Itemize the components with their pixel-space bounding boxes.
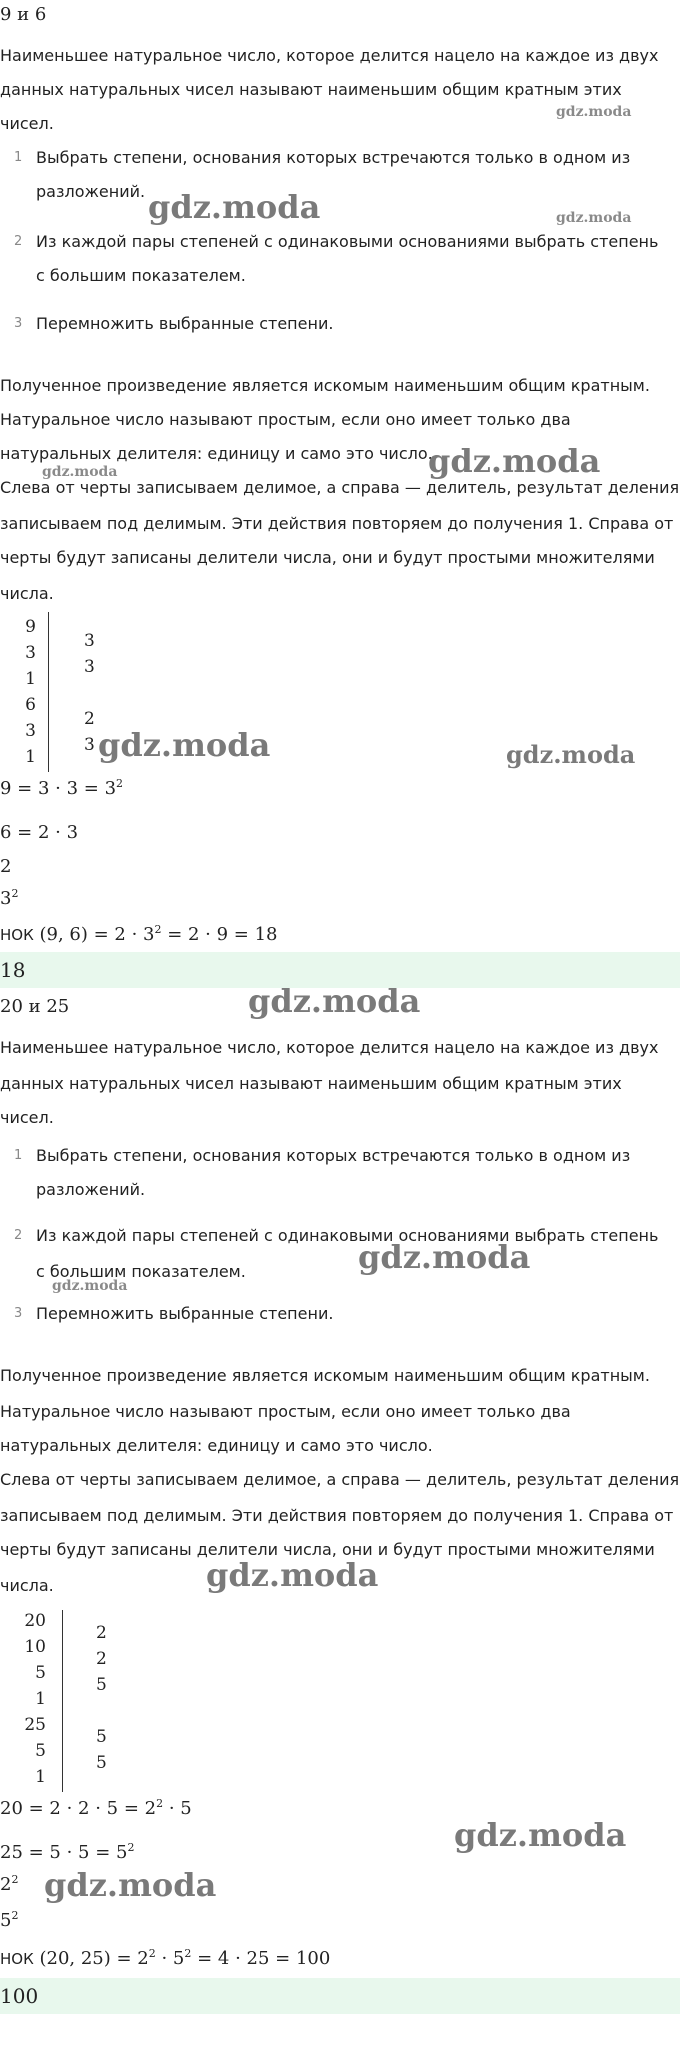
- paragraph: записываем под делимым. Эти действия повторяем до получения 1. Справа от: [0, 1506, 674, 1525]
- watermark: gdz.moda: [248, 982, 421, 1020]
- formula-text: 20 = 2 · 2 · 5 = 2: [0, 1798, 157, 1819]
- table-dividend: 5: [35, 1663, 46, 1683]
- lcm-label: НОК: [0, 1950, 34, 1968]
- exponent: 2: [127, 1841, 135, 1854]
- formula-text: 3: [0, 888, 12, 909]
- formula-text: (20, 25) = 2: [39, 1948, 149, 1969]
- answer-box: [0, 1978, 680, 2014]
- step-number: 2: [14, 1228, 23, 1243]
- formula-text: 5: [0, 1910, 12, 1931]
- step-number: 3: [14, 316, 23, 331]
- table-divisor: 5: [96, 1753, 107, 1773]
- definition-line: данных натуральных чисел называют наименьшим общим кратным этих: [0, 80, 622, 99]
- definition-line: чисел.: [0, 114, 54, 133]
- step-text: с большим показателем.: [36, 266, 246, 285]
- paragraph: числа.: [0, 1576, 54, 1595]
- definition-line: данных натуральных чисел называют наименьшим общим кратным этих: [0, 1074, 622, 1093]
- paragraph: числа.: [0, 584, 54, 603]
- formula-text: = 2 · 9 = 18: [161, 924, 278, 945]
- formula-line: 6 = 2 · 3: [0, 822, 79, 843]
- table-divisor: 3: [84, 631, 95, 651]
- section-header: 9 и 6: [0, 4, 47, 25]
- definition-line: Наименьшее натуральное число, которое делится нацело на каждое из двух: [0, 1038, 659, 1057]
- watermark: gdz.moda: [454, 1816, 627, 1854]
- watermark: gdz.moda: [148, 188, 321, 226]
- definition-line: Наименьшее натуральное число, которое делится нацело на каждое из двух: [0, 46, 659, 65]
- exponent: 2: [148, 1947, 156, 1960]
- paragraph: записываем под делимым. Эти действия повторяем до получения 1. Справа от: [0, 514, 674, 533]
- table-dividend: 9: [25, 617, 36, 637]
- step-text: Перемножить выбранные степени.: [36, 314, 334, 333]
- step-number: 3: [14, 1306, 23, 1321]
- table-divisor: 3: [84, 657, 95, 677]
- paragraph: Слева от черты записываем делимое, а справа — делитель, результат деления: [0, 478, 680, 497]
- section-header: 20 и 25: [0, 996, 70, 1017]
- table-dividend: 3: [25, 643, 36, 663]
- step-text: Перемножить выбранные степени.: [36, 1304, 334, 1323]
- watermark: gdz.moda: [556, 104, 632, 120]
- formula-text: (9, 6) = 2 · 3: [39, 924, 155, 945]
- table-dividend: 1: [25, 747, 36, 767]
- exponent: 2: [154, 923, 162, 936]
- formula-text: 2: [0, 1874, 12, 1895]
- table-dividend: 5: [35, 1741, 46, 1761]
- watermark: gdz.moda: [42, 464, 118, 480]
- table-dividend: 20: [24, 1611, 46, 1631]
- exponent: 2: [116, 777, 124, 790]
- paragraph: Слева от черты записываем делимое, а справа — делитель, результат деления: [0, 1470, 680, 1489]
- exponent: 2: [184, 1947, 192, 1960]
- watermark: gdz.moda: [358, 1238, 531, 1276]
- table-dividend: 1: [25, 669, 36, 689]
- paragraph: Полученное произведение является искомым наименьшим общим кратным.: [0, 376, 650, 395]
- exponent: 2: [11, 887, 19, 900]
- division-line: [62, 1610, 63, 1792]
- paragraph: Натуральное число называют простым, если оно имеет только два: [0, 410, 571, 429]
- table-divisor: 2: [96, 1623, 107, 1643]
- watermark: gdz.moda: [206, 1556, 379, 1594]
- paragraph: Натуральное число называют простым, если оно имеет только два: [0, 1402, 571, 1421]
- formula-line: [0, 1798, 192, 1822]
- formula-text: · 5: [155, 1948, 185, 1969]
- table-divisor: 3: [84, 735, 95, 755]
- formula-line: [0, 888, 18, 912]
- watermark: gdz.moda: [506, 740, 636, 769]
- watermark: gdz.moda: [556, 210, 632, 226]
- step-number: 1: [14, 1148, 23, 1163]
- exponent: 2: [11, 1873, 19, 1886]
- answer-value: 18: [0, 958, 26, 982]
- step-text: разложений.: [36, 1180, 146, 1199]
- step-text: Из каждой пары степеней с одинаковыми основаниями выбрать степень: [36, 1226, 659, 1245]
- table-dividend: 6: [25, 695, 36, 715]
- formula-line: [0, 1842, 134, 1866]
- table-dividend: 3: [25, 721, 36, 741]
- table-divisor: 5: [96, 1727, 107, 1747]
- paragraph: Полученное произведение является искомым наименьшим общим кратным.: [0, 1366, 650, 1385]
- step-number: 1: [14, 150, 23, 165]
- watermark: gdz.moda: [428, 442, 601, 480]
- paragraph: натуральных делителя: единицу и само это число.: [0, 444, 433, 463]
- formula-text: = 4 · 25 = 100: [191, 1948, 331, 1969]
- paragraph: черты будут записаны делители числа, они и будут простыми множителями: [0, 548, 655, 567]
- formula-line: [0, 778, 123, 802]
- step-text: Из каждой пары степеней с одинаковыми основаниями выбрать степень: [36, 232, 659, 251]
- watermark: gdz.moda: [44, 1866, 217, 1904]
- paragraph: черты будут записаны делители числа, они и будут простыми множителями: [0, 1540, 655, 1559]
- lcm-label: НОК: [0, 926, 34, 944]
- exponent: 2: [156, 1797, 164, 1810]
- lcm-formula: [0, 924, 278, 948]
- table-dividend: 25: [24, 1715, 46, 1735]
- step-text: Выбрать степени, основания которых встречаются только в одном из: [36, 1146, 631, 1165]
- exponent: 2: [11, 1909, 19, 1922]
- step-text: Выбрать степени, основания которых встречаются только в одном из: [36, 148, 631, 167]
- formula-line: 2: [0, 856, 12, 877]
- formula-line: [0, 1910, 18, 1934]
- table-dividend: 10: [24, 1637, 46, 1657]
- paragraph: натуральных делителя: единицу и само это число.: [0, 1436, 433, 1455]
- table-divisor: 2: [84, 709, 95, 729]
- answer-value: 100: [0, 1984, 39, 2008]
- formula-text: 25 = 5 · 5 = 5: [0, 1842, 128, 1863]
- lcm-formula: [0, 1948, 330, 1972]
- formula-text: 9 = 3 · 3 = 3: [0, 778, 117, 799]
- formula-line: [0, 1874, 18, 1898]
- watermark: gdz.moda: [98, 726, 271, 764]
- watermark: gdz.moda: [52, 1278, 128, 1294]
- table-dividend: 1: [35, 1767, 46, 1787]
- table-divisor: 2: [96, 1649, 107, 1669]
- step-number: 2: [14, 234, 23, 249]
- definition-line: чисел.: [0, 1108, 54, 1127]
- formula-text: · 5: [163, 1798, 192, 1819]
- division-line: [48, 612, 49, 772]
- step-text: разложений.: [36, 182, 146, 201]
- step-text: с большим показателем.: [36, 1262, 246, 1281]
- table-dividend: 1: [35, 1689, 46, 1709]
- table-divisor: 5: [96, 1675, 107, 1695]
